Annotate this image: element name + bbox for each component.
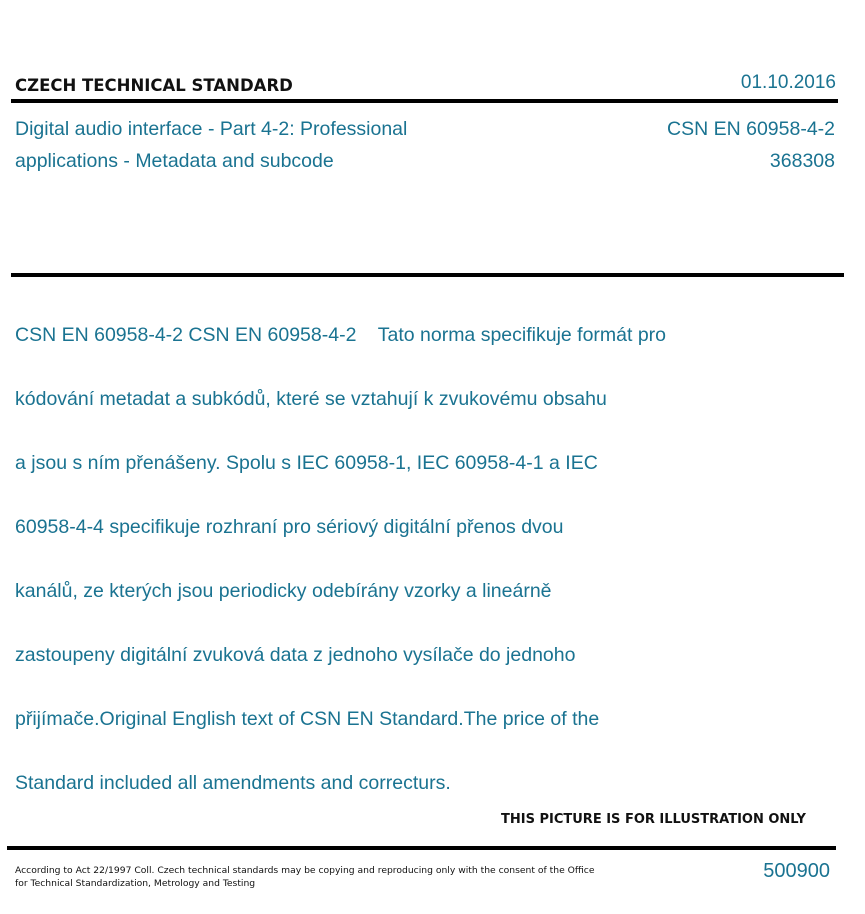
illustration-notice: THIS PICTURE IS FOR ILLUSTRATION ONLY [501,812,806,827]
catalog-number: 368308 [769,150,835,172]
description-line: přijímače.Original English text of CSN EN Standard.The price of the [15,708,600,730]
legal-notice-line-2: for Technical Standardization, Metrology and Testing [15,878,256,889]
section-divider [11,273,844,277]
header-date: 01.10.2016 [740,72,836,93]
description-line: kanálů, ze kterých jsou periodicky odebírány vzorky a lineárně [15,580,552,602]
header-divider [11,99,838,103]
standard-title [15,113,485,177]
description-line: Standard included all amendments and correcturs. [15,772,451,794]
legal-notice-line-1: According to Act 22/1997 Coll. Czech technical standards may be copying and reproducing only with the consent of the Office [15,865,595,876]
description-line: kódování metadat a subkódů, které se vztahují k zvukovému obsahu [15,388,607,410]
standard-description [15,287,755,831]
footer-code: 500900 [763,860,830,882]
description-line: a jsou s ním přenášeny. Spolu s IEC 60958-1, IEC 60958-4-1 a IEC [15,452,598,474]
standard-code: CSN EN 60958-4-2 [667,118,835,140]
description-line: zastoupeny digitální zvuková data z jednoho vysílače do jednoho [15,644,576,666]
description-line: CSN EN 60958-4-2 CSN EN 60958-4-2 Tato norma specifikuje formát pro [15,324,667,346]
standard-title-line-1: Digital audio interface - Part 4-2: Professional [15,118,408,140]
standard-title-line-2: applications - Metadata and subcode [15,150,334,172]
standard-identifiers [667,113,835,177]
header-label: CZECH TECHNICAL STANDARD [15,76,293,95]
legal-notice [15,864,615,890]
footer-divider [7,846,836,850]
description-line: 60958-4-4 specifikuje rozhraní pro sériový digitální přenos dvou [15,516,564,538]
